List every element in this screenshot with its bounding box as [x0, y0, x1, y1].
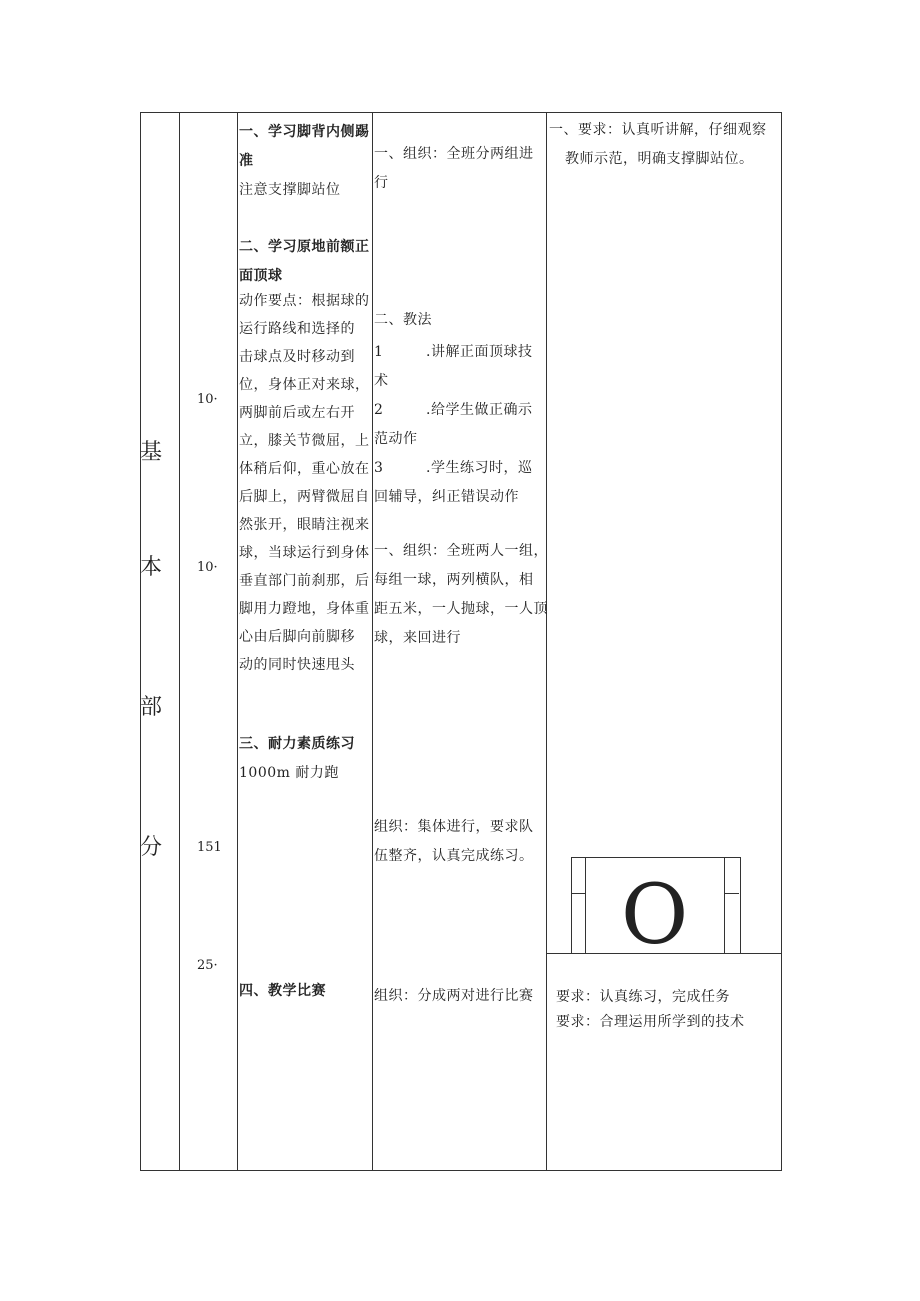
- method-org2: 一、组织：全班两人一组， 每组一球，两列横队，相 距五米，一人抛球，一人顶 球，来回进行: [374, 543, 548, 646]
- part3-body: 1000m 耐力跑: [239, 765, 339, 781]
- col-divider: [781, 112, 782, 1171]
- part3-title: 三、耐力素质练习: [239, 736, 355, 752]
- section-label-char: 基: [140, 440, 163, 465]
- teach-item: 1 .讲解正面顶球技: [374, 344, 533, 360]
- col-divider: [237, 112, 238, 1171]
- method-org4: 组织：分成两对进行比赛: [374, 988, 534, 1004]
- time-value: 25·: [197, 958, 218, 973]
- goal-box-right: [724, 857, 739, 894]
- time-value: 151: [197, 840, 222, 855]
- part4-title: 四、教学比赛: [239, 983, 326, 999]
- requirement-2: 要求：认真练习，完成任务: [556, 989, 730, 1005]
- part2-body: 动作要点：根据球的 运行路线和选择的 击球点及时移动到 位，身体正对来球， 两脚前后或左右开 立，膝关节微屈，上 体稍后仰，重心放在 后脚上，两臂微屈自 然张开，眼睛注视来 球，当球运行到身体 垂直部门前刹那，后 脚用力蹬地，身体重 心由后脚向前脚移 动的同时快速甩头: [239, 293, 370, 673]
- field-diagram: [571, 857, 741, 963]
- section-label-char: 本: [140, 555, 163, 580]
- col-divider: [179, 112, 180, 1171]
- goal-line-left: [585, 893, 586, 953]
- method-org1: 一、组织：全班分两组进 行: [374, 146, 534, 191]
- col-divider: [140, 112, 141, 1171]
- col-divider: [546, 112, 547, 1171]
- part2-title: 二、学习原地前额正 面顶球: [239, 239, 370, 284]
- ball-symbol: O: [621, 868, 689, 963]
- teach-item: 2 .给学生做正确示: [374, 402, 533, 418]
- method-teach-title: 二、教法: [374, 312, 432, 328]
- part1-title: 一、学习脚背内侧踢 准: [239, 124, 370, 169]
- method-org3: 组织：集体进行，要求队 伍整齐，认真完成练习。: [374, 819, 534, 864]
- time-value: 10·: [197, 392, 218, 407]
- goal-line-right: [724, 893, 725, 953]
- part1-note: 注意支撑脚站位: [239, 182, 341, 198]
- section-label-char: 分: [140, 835, 163, 860]
- time-value: 10·: [197, 560, 218, 575]
- requirement-1: 一、要求：认真听讲解，仔细观察 教师示范，明确支撑脚站位。: [549, 122, 767, 167]
- section-label-char: 部: [140, 695, 163, 720]
- teach-item: 3 .学生练习时，巡: [374, 460, 533, 476]
- method-teach-list: 1 .讲解正面顶球技 术 2 .给学生做正确示 范动作 3 .学生练习时，巡 回辅导，纠正错误动作: [374, 338, 546, 512]
- diagram-divider: [547, 953, 781, 954]
- requirement-3: 要求：合理运用所学到的技术: [556, 1014, 745, 1030]
- goal-box-left: [571, 857, 586, 894]
